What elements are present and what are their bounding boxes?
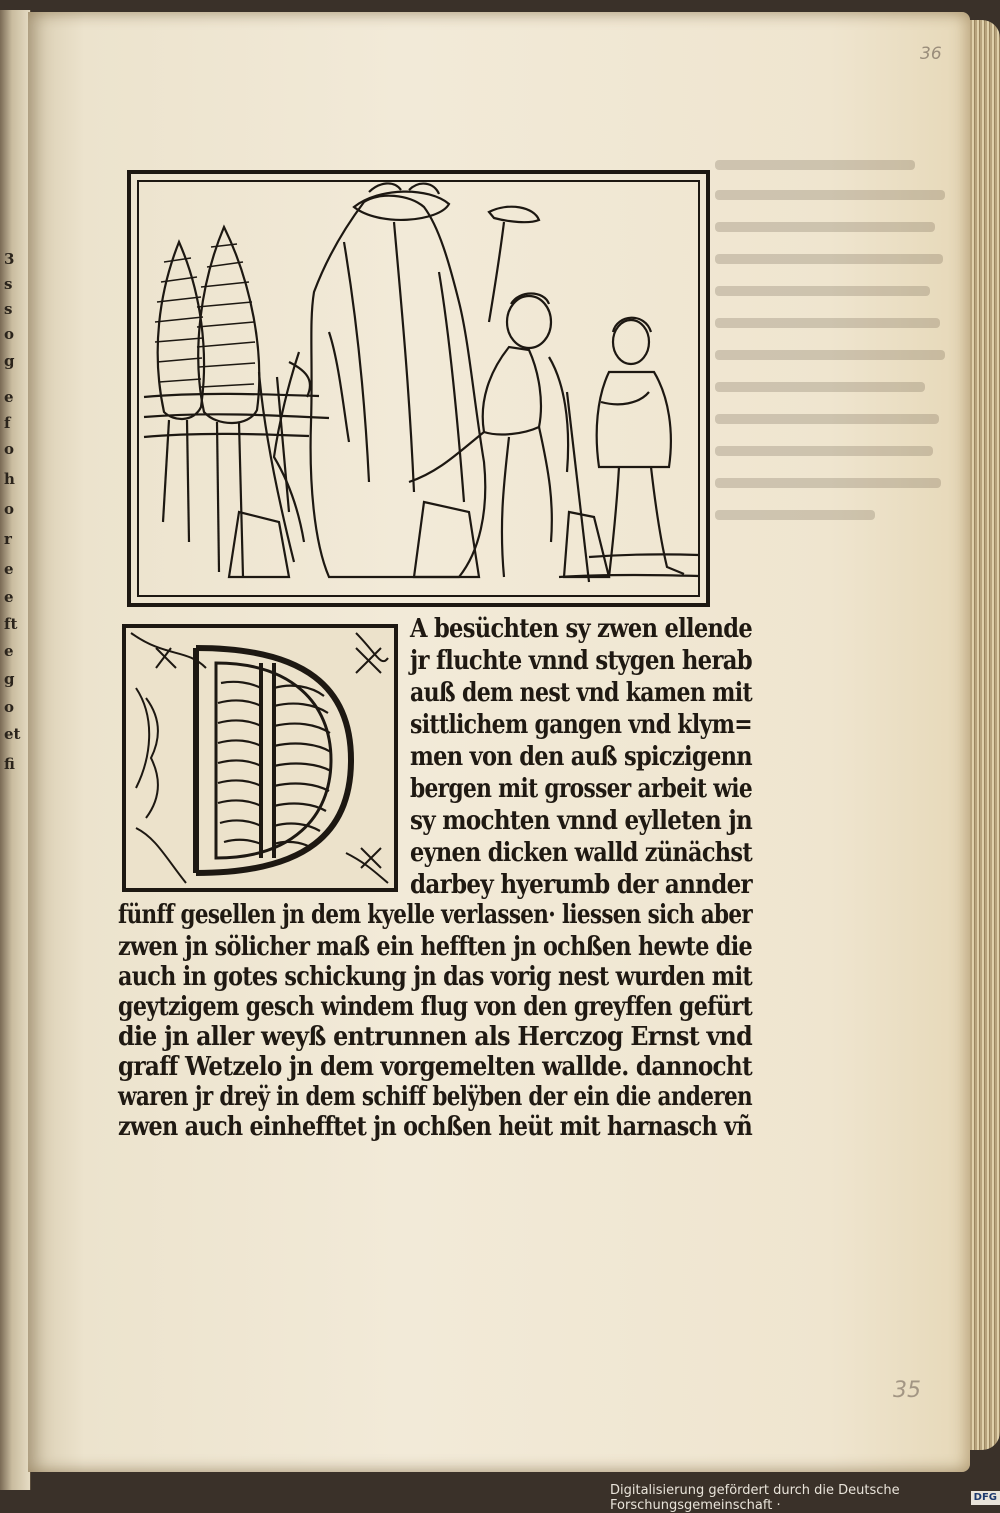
left-page-letter: e xyxy=(4,388,14,406)
text-line: eynen dicken walld zünächst xyxy=(410,838,752,868)
footer-text: Digitalisierung gefördert durch die Deutsche Forschungsgemeinschaft · xyxy=(610,1483,900,1513)
digitization-footer xyxy=(610,1483,1000,1513)
left-page-letter: g xyxy=(4,670,15,688)
left-page-letter: o xyxy=(4,440,15,458)
dfg-logo: DFG xyxy=(971,1491,1000,1505)
text-line: sittlichem gangen vnd klym= xyxy=(410,710,752,740)
left-page-letter: fi xyxy=(4,755,15,773)
text-line: auch in gotes schickung jn das vorig nest wurden mit xyxy=(118,962,752,992)
text-line: zwen auch einhefftet jn ochßen heüt mit harnasch vñ xyxy=(118,1112,752,1142)
left-page-letter: o xyxy=(4,698,15,716)
folio-number-bottom: 35 xyxy=(893,1378,921,1403)
text-line: A besüchten sy zwen ellende xyxy=(410,614,752,644)
left-page-letter: g xyxy=(4,352,15,370)
text-line: auß dem nest vnd kamen mit xyxy=(410,678,752,708)
left-page-letter: e xyxy=(4,560,14,578)
left-page-letter: s xyxy=(4,275,13,293)
left-page-letter: o xyxy=(4,325,15,343)
left-page-letter: ft xyxy=(4,615,18,633)
text-line: geytzigem gesch windem flug von den greyffen gefürt xyxy=(118,992,752,1022)
text-line: men von den auß spiczigenn xyxy=(410,742,752,772)
left-page-letter: h xyxy=(4,470,15,488)
text-line: bergen mit grosser arbeit wie xyxy=(410,774,752,804)
left-page-letter: o xyxy=(4,500,15,518)
left-page-letter: s xyxy=(4,300,13,318)
text-line: sy mochten vnnd eylleten jn xyxy=(410,806,752,836)
text-line: graff Wetzelo jn dem vorgemelten wallde. dannocht xyxy=(118,1052,752,1082)
left-page-letter: e xyxy=(4,588,14,606)
left-page-letter: f xyxy=(4,414,11,432)
text-line: die jn aller weyß entrunnen als Herczog Ernst vnd xyxy=(118,1022,752,1052)
left-page-letter: et xyxy=(4,725,21,743)
left-page-letter: r xyxy=(4,530,12,548)
text-line: fünff gesellen jn dem kyelle verlassen· liessen sich aber xyxy=(118,900,752,930)
left-page-letter: e xyxy=(4,642,14,660)
left-page-letter: 3 xyxy=(4,250,15,268)
text-line: jr fluchte vnnd stygen herab xyxy=(410,646,752,676)
folio-number-top: 36 xyxy=(920,44,942,64)
text-line: zwen jn sölicher maß ein hefften jn ochßen hewte die xyxy=(118,932,752,962)
text-line: darbey hyerumb der annder xyxy=(410,870,752,900)
text-line: waren jr dreÿ in dem schiff belÿben der ein die anderen xyxy=(118,1082,752,1112)
